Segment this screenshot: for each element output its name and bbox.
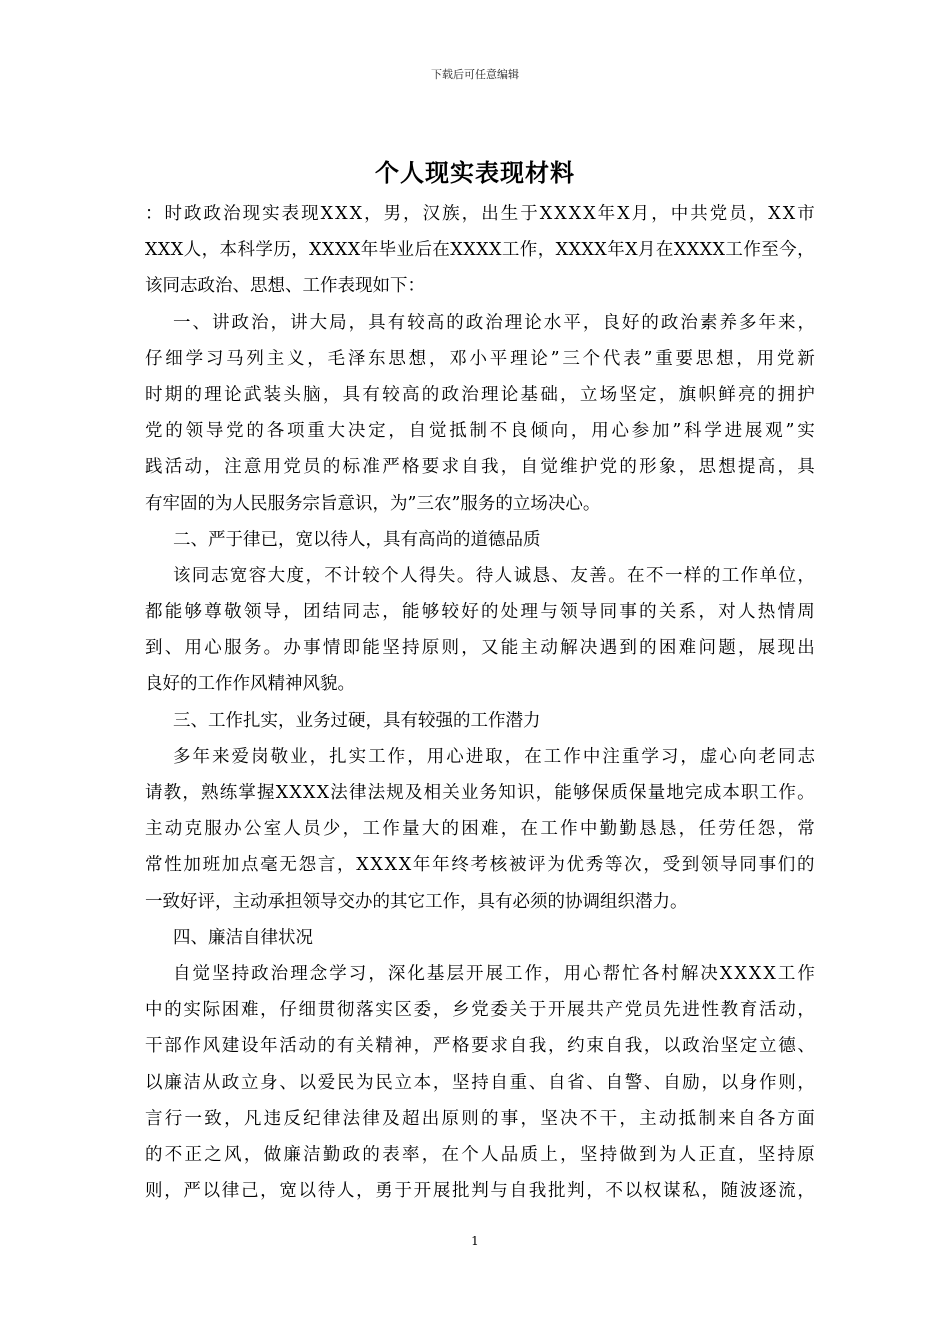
- text-line: 以 廉 洁 从 政 立 身 、 以 爱 民 为 民 立 本 ， 坚 持 自 重 、 自 省 、 自 警 、 自 励 ， 以 身 作 则 ，: [145, 1072, 815, 1093]
- text-line: 干 部 作 风 建 设 年 活 动 的 有 关 精 神 ， 严 格 要 求 自 我 ， 约 束 自 我 ， 以 政 治 坚 定 立 德 、: [145, 1036, 815, 1057]
- document-body: [145, 196, 815, 1209]
- text-line: 践 活 动 ， 注 意 用 党 员 的 标 准 严 格 要 求 自 我 ， 自 觉 维 护 党 的 形 象 ， 思 想 提 高 ， 具: [145, 457, 815, 478]
- text-line: 该 同 志 宽 容 大 度 ， 不 计 较 个 人 得 失 。 待 人 诚 恳 、 友 善 。 在 不 一 样 的 工 作 单 位 ，: [173, 565, 815, 586]
- text-line: 言 行 一 致 ， 凡 违 反 纪 律 法 律 及 超 出 原 则 的 事 ， 坚 决 不 干 ， 主 动 抵 制 来 自 各 方 面: [145, 1108, 815, 1129]
- text-line: 请 教 ， 熟 练 掌 握 X X X X 法 律 法 规 及 相 关 业 务 知 识 ， 能 够 保 质 保 量 地 完 成 本 职 工 作 。: [145, 783, 815, 803]
- text-line: 三、工作扎实，业务过硬，具有较强的工作潜力: [173, 710, 541, 731]
- text-line: 仔 细 学 习 马 列 主 义 ， 毛 泽 东 思 想 ， 邓 小 平 理 论 ” 三 个 代 表 ” 重 要 思 想 ， 用 党 新: [145, 348, 815, 369]
- text-line: 则 ， 严 以 律 己 ， 宽 以 待 人 ， 勇 于 开 展 批 判 与 自 我 批 判 ， 不 以 权 谋 私 ， 随 波 逐 流 ，: [145, 1181, 815, 1202]
- text-line: 一致好评，主动承担领导交办的其它工作，具有必须的协调组织潜力。: [145, 891, 688, 912]
- text-line: 主 动 克 服 办 公 室 人 员 少 ， 工 作 量 大 的 困 难 ， 在 工 作 中 勤 勤 恳 恳 ， 任 劳 任 怨 ， 常: [145, 819, 815, 840]
- page-number: 1: [471, 1234, 479, 1248]
- document-title: 个人现实表现材料: [375, 158, 575, 187]
- page-header: 下载后可任意编辑: [431, 68, 519, 81]
- text-line: 都 能 够 尊 敬 领 导 ， 团 结 同 志 ， 能 够 较 好 的 处 理 与 领 导 同 事 的 关 系 ， 对 人 热 情 周: [145, 602, 815, 623]
- text-line: X X X 人 ， 本 科 学 历 ， X X X X 年 毕 业 后 在 X X X X 工 作 ， X X X X 年 X 月 在 X X X X 工 作 至 今 ，: [145, 240, 815, 261]
- text-line: 有牢固的为人民服务宗旨意识，为”三农”服务的立场决心。: [145, 493, 601, 514]
- text-line: 中 的 实 际 困 难 ， 仔 细 贯 彻 落 实 区 委 ， 乡 党 委 关 于 开 展 共 产 党 员 先 进 性 教 育 活 动 ，: [145, 1000, 815, 1021]
- text-line: 一 、 讲 政 治 ， 讲 大 局 ， 具 有 较 高 的 政 治 理 论 水 平 ， 良 好 的 政 治 素 养 多 年 来 ，: [173, 312, 815, 333]
- text-line: 该同志政治、思想、工作表现如下：: [145, 276, 425, 297]
- text-line: 的 不 正 之 风 ， 做 廉 洁 勤 政 的 表 率 ， 在 个 人 品 质 上 ， 坚 持 做 到 为 人 正 直 ， 坚 持 原: [145, 1144, 815, 1165]
- text-line: 四、廉洁自律状况: [173, 927, 313, 948]
- text-line: 良好的工作作风精神风貌。: [145, 674, 355, 695]
- text-line: 二、严于律已，宽以待人，具有高尚的道德品质: [173, 529, 541, 550]
- text-line: ： 时 政 政 治 现 实 表 现 X X X ， 男 ， 汉 族 ， 出 生 于 X X X X 年 X 月 ， 中 共 党 员 ， X X 市: [145, 204, 815, 224]
- text-line: 时 期 的 理 论 武 装 头 脑 ， 具 有 较 高 的 政 治 理 论 基 础 ， 立 场 坚 定 ， 旗 帜 鲜 亮 的 拥 护: [145, 384, 815, 405]
- text-line: 常 性 加 班 加 点 毫 无 怨 言 ， X X X X 年 年 终 考 核 被 评 为 优 秀 等 次 ， 受 到 领 导 同 事 们 的: [145, 855, 815, 876]
- text-line: 多 年 来 爱 岗 敬 业 ， 扎 实 工 作 ， 用 心 进 取 ， 在 工 作 中 注 重 学 习 ， 虚 心 向 老 同 志: [173, 746, 815, 767]
- text-line: 党 的 领 导 党 的 各 项 重 大 决 定 ， 自 觉 抵 制 不 良 倾 向 ， 用 心 参 加 ” 科 学 进 展 观 ” 实: [145, 421, 815, 442]
- text-line: 自 觉 坚 持 政 治 理 念 学 习 ， 深 化 基 层 开 展 工 作 ， 用 心 帮 忙 各 村 解 决 X X X X 工 作: [173, 963, 815, 984]
- text-line: 到 、 用 心 服 务 。 办 事 情 即 能 坚 持 原 则 ， 又 能 主 动 解 决 遇 到 的 困 难 问 题 ， 展 现 出: [145, 638, 815, 659]
